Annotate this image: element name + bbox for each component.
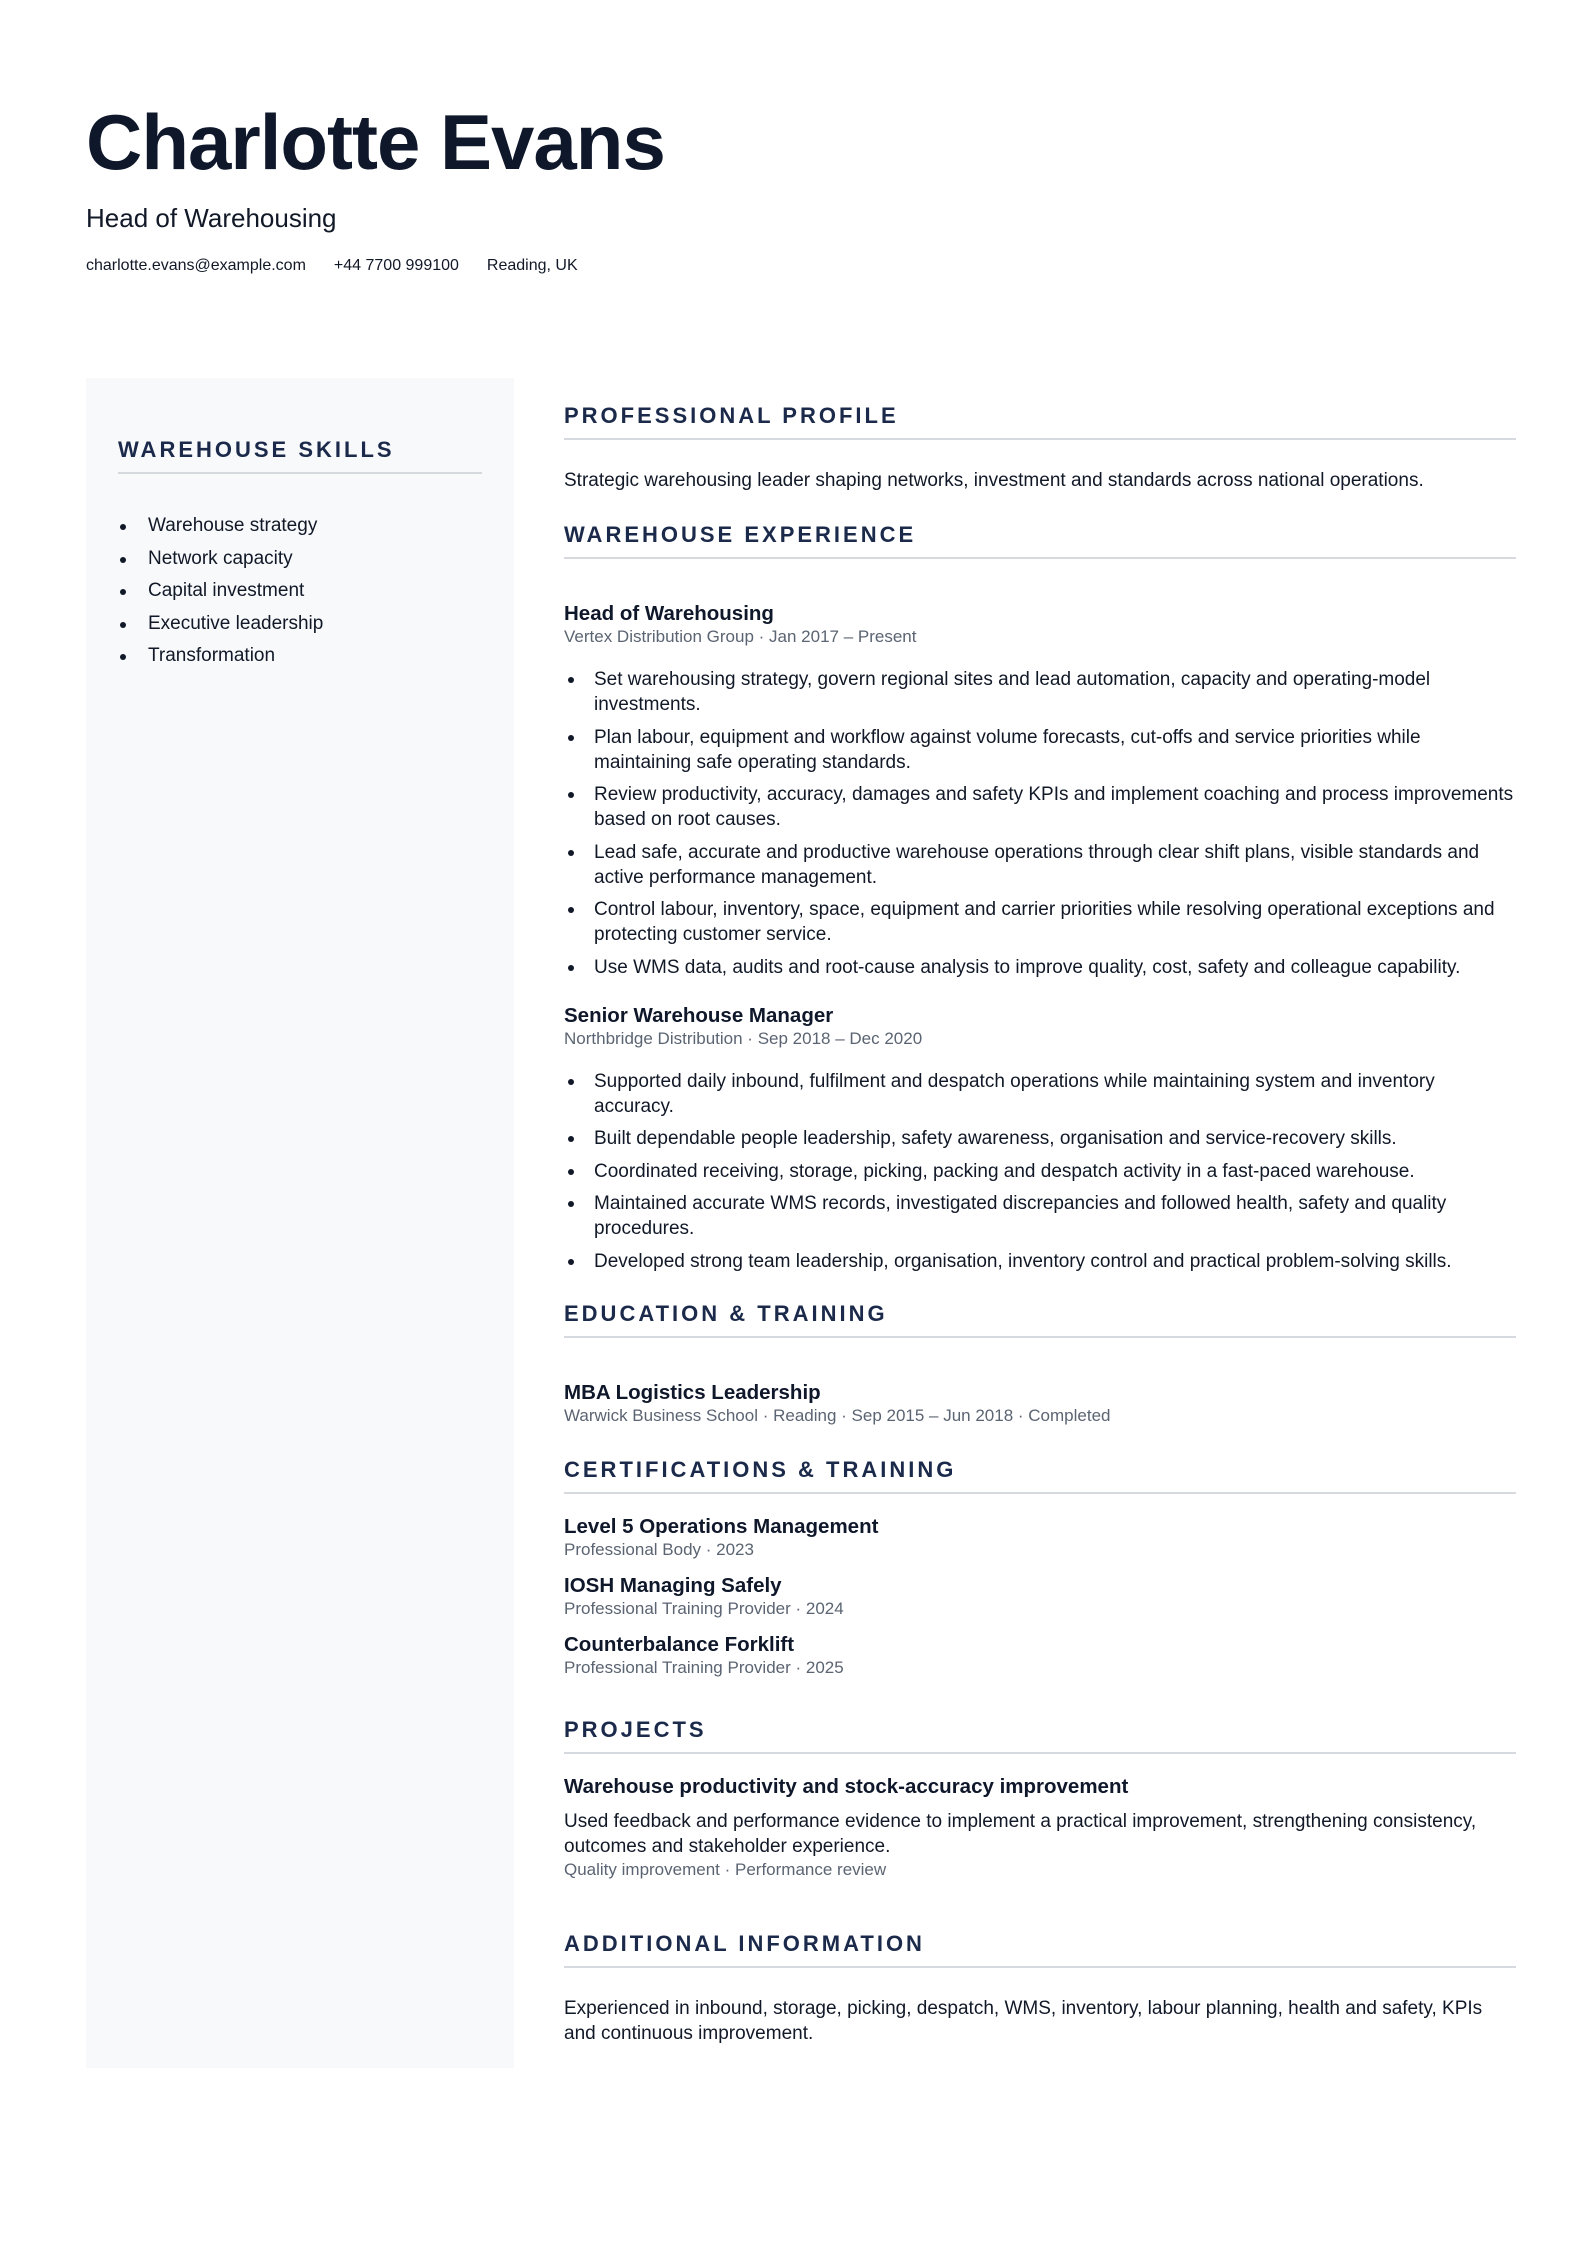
job-meta: Vertex Distribution Group · Jan 2017 – Present xyxy=(564,627,917,646)
job-bullet: Built dependable people leadership, safety awareness, organisation and service-recovery skills. xyxy=(564,1126,1516,1151)
education-title: MBA Logistics Leadership xyxy=(564,1380,821,1404)
resume-header xyxy=(86,96,1506,276)
job-bullet: Coordinated receiving, storage, picking, packing and despatch activity in a fast-paced warehouse. xyxy=(564,1159,1516,1184)
certification-meta: Professional Body · 2023 xyxy=(564,1539,754,1559)
project-title: Warehouse productivity and stock-accuracy improvement xyxy=(564,1774,1129,1798)
sidebar xyxy=(86,378,514,2068)
project-tags: Quality improvement · Performance review xyxy=(564,1859,887,1879)
job-bullet: Lead safe, accurate and productive warehouse operations through clear shift plans, visible standards and active performance management. xyxy=(564,840,1516,890)
job-bullet: Supported daily inbound, fulfilment and despatch operations while maintaining system and inventory accuracy. xyxy=(564,1069,1516,1119)
project-description: Used feedback and performance evidence to implement a practical improvement, strengthening consistency, outcomes and stakeholder experience. xyxy=(564,1810,1477,1857)
job-bullets xyxy=(564,1069,1516,1274)
job-bullet: Plan labour, equipment and workflow against volume forecasts, cut-offs and service priorities while maintaining safe operating standards. xyxy=(564,725,1516,775)
certification-entry xyxy=(564,1573,1516,1619)
contact-phone[interactable]: +44 7700 999100 xyxy=(333,257,459,274)
profile-section xyxy=(564,402,1516,493)
skill-item: Executive leadership xyxy=(118,608,482,641)
project-entry xyxy=(564,1774,1516,1880)
job-title: Head of Warehousing xyxy=(564,602,774,625)
skill-item: Network capacity xyxy=(118,543,482,576)
job-bullet: Control labour, inventory, space, equipment and carrier priorities while resolving operational exceptions and protecting customer service. xyxy=(564,897,1516,947)
job-bullet: Use WMS data, audits and root-cause analysis to improve quality, cost, safety and colleague capability. xyxy=(564,955,1516,980)
projects-heading: PROJECTS xyxy=(564,1716,1516,1754)
profile-text: Strategic warehousing leader shaping networks, investment and standards across national operations. xyxy=(564,470,1424,491)
education-meta: Warwick Business School · Reading · Sep 2015 – Jun 2018 · Completed xyxy=(564,1405,1111,1425)
job-bullets xyxy=(564,667,1516,980)
skill-item: Warehouse strategy xyxy=(118,510,482,543)
additional-section xyxy=(564,1930,1516,2046)
experience-section xyxy=(564,521,1516,1274)
job-meta: Northbridge Distribution · Sep 2018 – Dec 2020 xyxy=(564,1028,923,1048)
contact-email[interactable]: charlotte.evans@example.com xyxy=(86,257,306,274)
job-entry xyxy=(564,1003,1516,1274)
education-heading: EDUCATION & TRAINING xyxy=(564,1300,1516,1338)
projects-section xyxy=(564,1716,1516,1880)
certification-meta: Professional Training Provider · 2025 xyxy=(564,1657,844,1677)
job-bullet: Review productivity, accuracy, damages and safety KPIs and implement coaching and process improvements based on root causes. xyxy=(564,782,1516,832)
contact-location: Reading, UK xyxy=(486,257,578,274)
certification-entry xyxy=(564,1632,1516,1678)
skills-list xyxy=(118,510,482,673)
job-bullet: Set warehousing strategy, govern regional sites and lead automation, capacity and operating-model investments. xyxy=(564,667,1516,717)
main-content xyxy=(564,402,1516,2046)
job-bullet: Developed strong team leadership, organisation, inventory control and practical problem-solving skills. xyxy=(564,1249,1516,1274)
additional-text: Experienced in inbound, storage, picking, despatch, WMS, inventory, labour planning, health and safety, KPIs and continuous improvement. xyxy=(564,1997,1483,2044)
contact-line xyxy=(86,256,1506,276)
skills-heading: WAREHOUSE SKILLS xyxy=(118,436,482,474)
certification-title: Level 5 Operations Management xyxy=(564,1514,879,1538)
certifications-heading: CERTIFICATIONS & TRAINING xyxy=(564,1456,1516,1494)
certification-title: IOSH Managing Safely xyxy=(564,1573,782,1597)
certification-title: Counterbalance Forklift xyxy=(564,1632,795,1656)
experience-heading: WAREHOUSE EXPERIENCE xyxy=(564,521,1516,559)
certification-entry xyxy=(564,1514,1516,1560)
candidate-role: Head of Warehousing xyxy=(86,203,337,233)
skill-item: Capital investment xyxy=(118,575,482,608)
certification-meta: Professional Training Provider · 2024 xyxy=(564,1598,844,1618)
education-entry xyxy=(564,1380,1516,1426)
skill-item: Transformation xyxy=(118,640,482,673)
candidate-name: Charlotte Evans xyxy=(86,98,665,186)
additional-heading: ADDITIONAL INFORMATION xyxy=(564,1930,1516,1968)
profile-heading: PROFESSIONAL PROFILE xyxy=(564,402,1516,440)
education-section xyxy=(564,1300,1516,1426)
job-entry xyxy=(564,601,1516,980)
job-title: Senior Warehouse Manager xyxy=(564,1003,834,1027)
job-bullet: Maintained accurate WMS records, investigated discrepancies and followed health, safety and quality procedures. xyxy=(564,1191,1516,1241)
certifications-section xyxy=(564,1456,1516,1678)
